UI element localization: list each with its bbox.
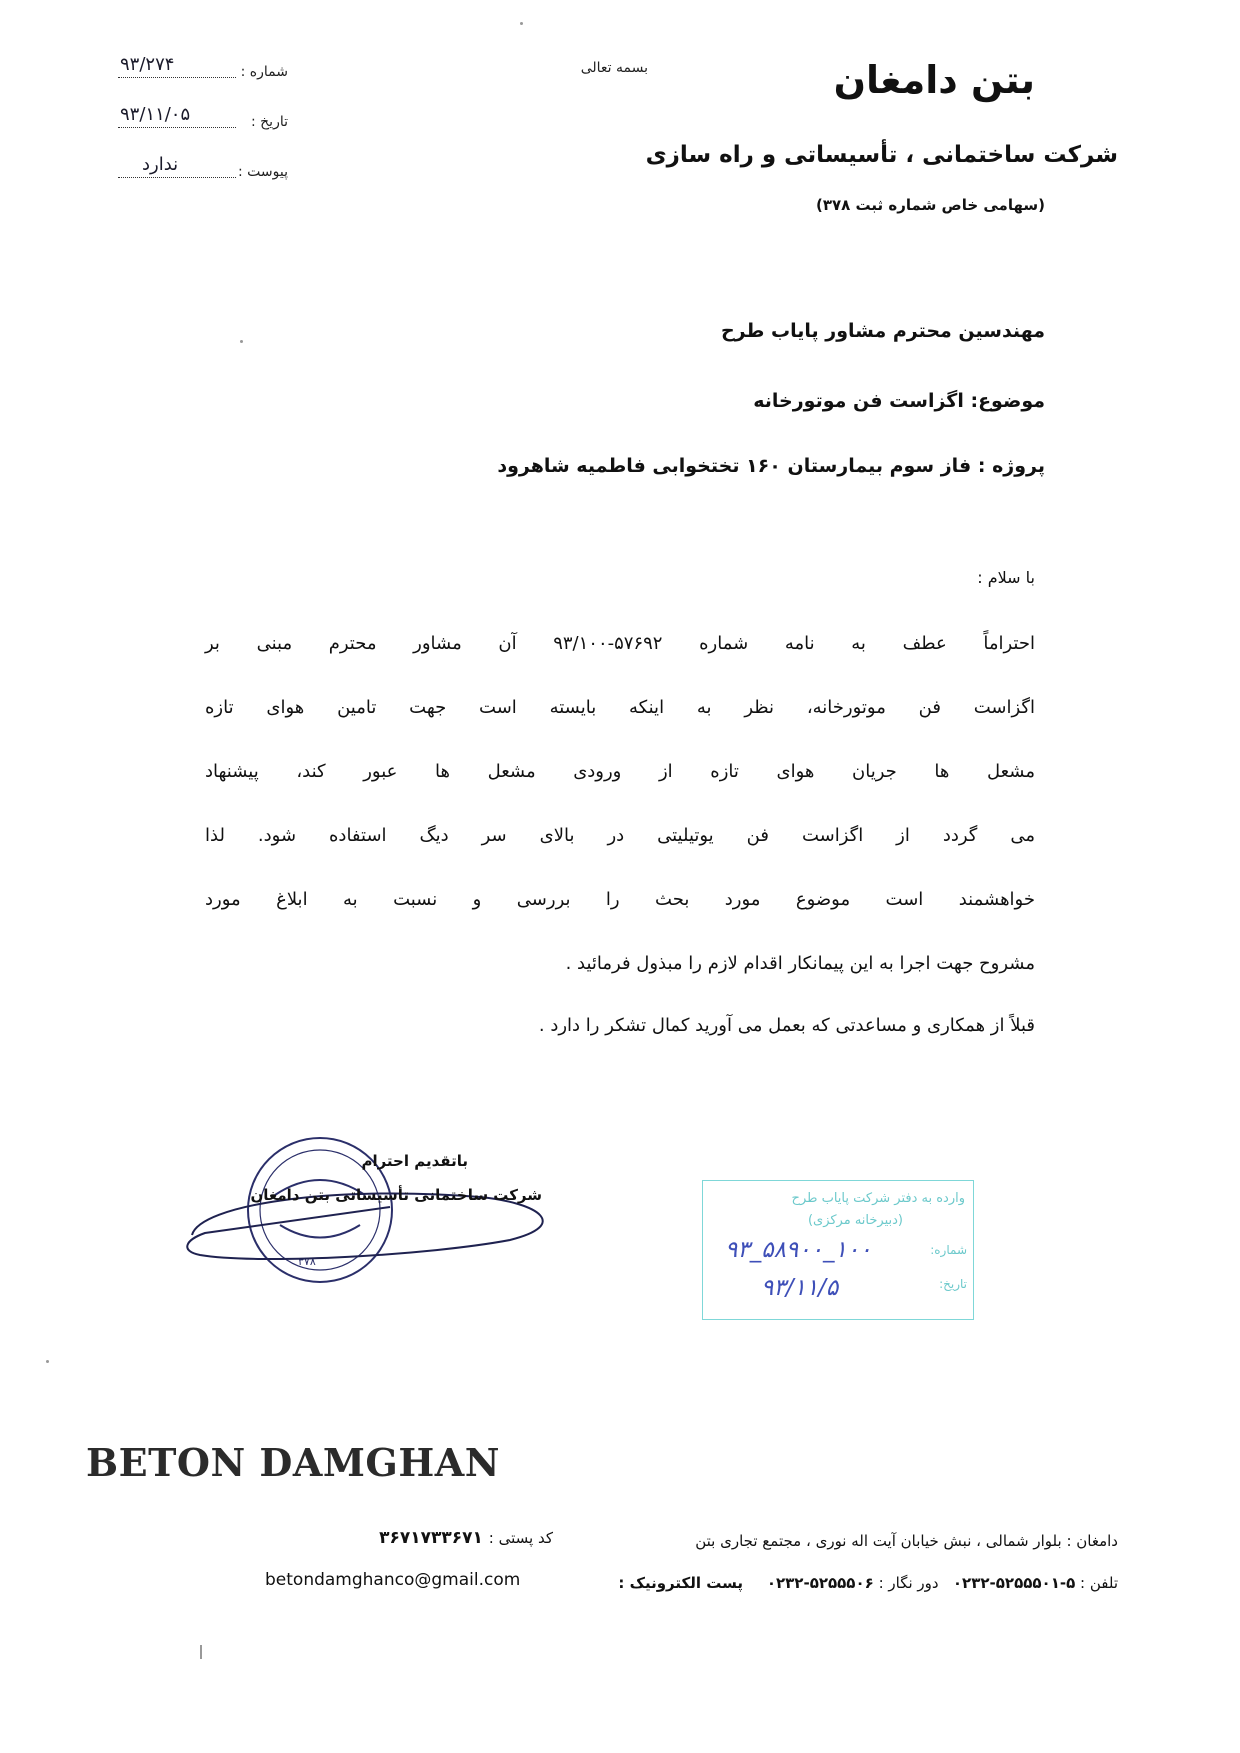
dotted-line xyxy=(118,77,236,78)
svg-text:۳۷۸: ۳۷۸ xyxy=(298,1255,316,1268)
signer-company: شرکت ساختمانی تأسیساتی بتن دامغان xyxy=(250,1186,542,1204)
recipient: مهندسین محترم مشاور پایاب طرح xyxy=(720,320,1045,342)
body-line: مشعل ها جریان هوای تازه از ورودی مشعل ها عبور کند، پیشنهاد xyxy=(205,761,1035,782)
fax-label: دور نگار : xyxy=(878,1574,939,1592)
body-line: اگزاست فن موتورخانه، نظر به اینکه بایسته است جهت تامین هوای تازه xyxy=(205,697,1035,718)
body-line: خواهشمند است موضوع مورد بحث را بررسی و نسبت به ابلاغ مورد xyxy=(205,889,1035,910)
phone-number: ۵-۵۲۵۵۵۰۱-۰۲۳۲ xyxy=(952,1574,1076,1592)
letter-number xyxy=(118,52,288,82)
regards-text: باتقدیم احترام xyxy=(361,1152,468,1170)
letter-attachment-label: پیوست : xyxy=(238,164,288,180)
project: پروژه : فاز سوم بیمارستان ۱۶۰ تختخوابی فاطمیه شاهرود xyxy=(497,455,1045,477)
body-line: احتراماً عطف به نامه شماره ۵۷۶۹۲-۹۳/۱۰۰ آن مشاور محترم مبنی بر xyxy=(205,633,1035,654)
received-number-label: شماره: xyxy=(930,1243,967,1257)
body-line: می گردد از اگزاست فن یوتیلیتی در بالای سر دیگ استفاده شود. لذا xyxy=(205,825,1035,846)
letter-body xyxy=(205,612,1035,996)
letter-number-value: ۹۳/۲۷۴ xyxy=(120,54,175,75)
postal-code-block xyxy=(379,1528,553,1548)
dotted-line xyxy=(118,177,236,178)
letter-attachment xyxy=(118,152,288,182)
dotted-line xyxy=(118,127,236,128)
postal-code-label: کد پستی : xyxy=(488,1529,553,1547)
scan-speck xyxy=(240,340,243,343)
letter-attachment-value: ندارد xyxy=(142,154,179,175)
received-stamp-subtitle: (دبیرخانه مرکزی) xyxy=(807,1213,903,1228)
company-logo-text: بتن دامغان xyxy=(833,58,1035,102)
company-seal-signature xyxy=(180,1115,580,1315)
footer-contact-line xyxy=(618,1574,1118,1592)
scan-speck xyxy=(200,1645,202,1659)
email-address[interactable]: betondamghanco@gmail.com xyxy=(265,1570,521,1590)
fax-number: ۵۲۵۵۵۰۶-۰۲۳۲ xyxy=(766,1574,874,1592)
footer-address: دامغان : بلوار شمالی ، نبش خیابان آیت اله نوری ، مجتمع تجاری بتن xyxy=(695,1532,1118,1550)
subject: موضوع: اگزاست فن موتورخانه xyxy=(753,390,1045,412)
postal-code: ۳۶۷۱۷۳۳۶۷۱ xyxy=(379,1528,483,1548)
company-name-english: BETON DAMGHAN xyxy=(86,1440,500,1485)
phone-label: تلفن : xyxy=(1080,1574,1118,1592)
salutation: با سلام : xyxy=(977,568,1035,587)
received-number-value: ۱۰۰_۵۸۹۰۰_۹۳ xyxy=(725,1237,872,1263)
closing-remark: قبلاً از همکاری و مساعدتی که بعمل می آورید کمال تشکر را دارد . xyxy=(538,1015,1035,1036)
letter-number-label: شماره : xyxy=(240,64,288,80)
company-type: شرکت ساختمانی ، تأسیساتی و راه سازی xyxy=(645,142,1118,168)
body-line: مشروح جهت اجرا به این پیمانکار اقدام لازم را مبذول فرمائید . xyxy=(565,953,1035,974)
scan-speck xyxy=(520,22,523,25)
letter-date-value: ۹۳/۱۱/۰۵ xyxy=(120,104,191,125)
received-date-value: ۹۳/۱۱/۵ xyxy=(761,1275,839,1301)
email-label: پست الکترونیک : xyxy=(618,1574,743,1592)
basmala: بسمه تعالی xyxy=(580,60,648,76)
letter-date-label: تاریخ : xyxy=(250,114,288,130)
scan-speck xyxy=(46,1360,49,1363)
received-stamp-title: وارده به دفتر شرکت پایاب طرح xyxy=(791,1191,965,1206)
received-stamp xyxy=(702,1180,974,1320)
received-date-label: تاریخ: xyxy=(939,1277,967,1291)
registration-number: (سهامی خاص شماره ثبت ۳۷۸) xyxy=(815,196,1045,214)
footer-address-line xyxy=(379,1528,1118,1550)
letter-date xyxy=(118,102,288,132)
